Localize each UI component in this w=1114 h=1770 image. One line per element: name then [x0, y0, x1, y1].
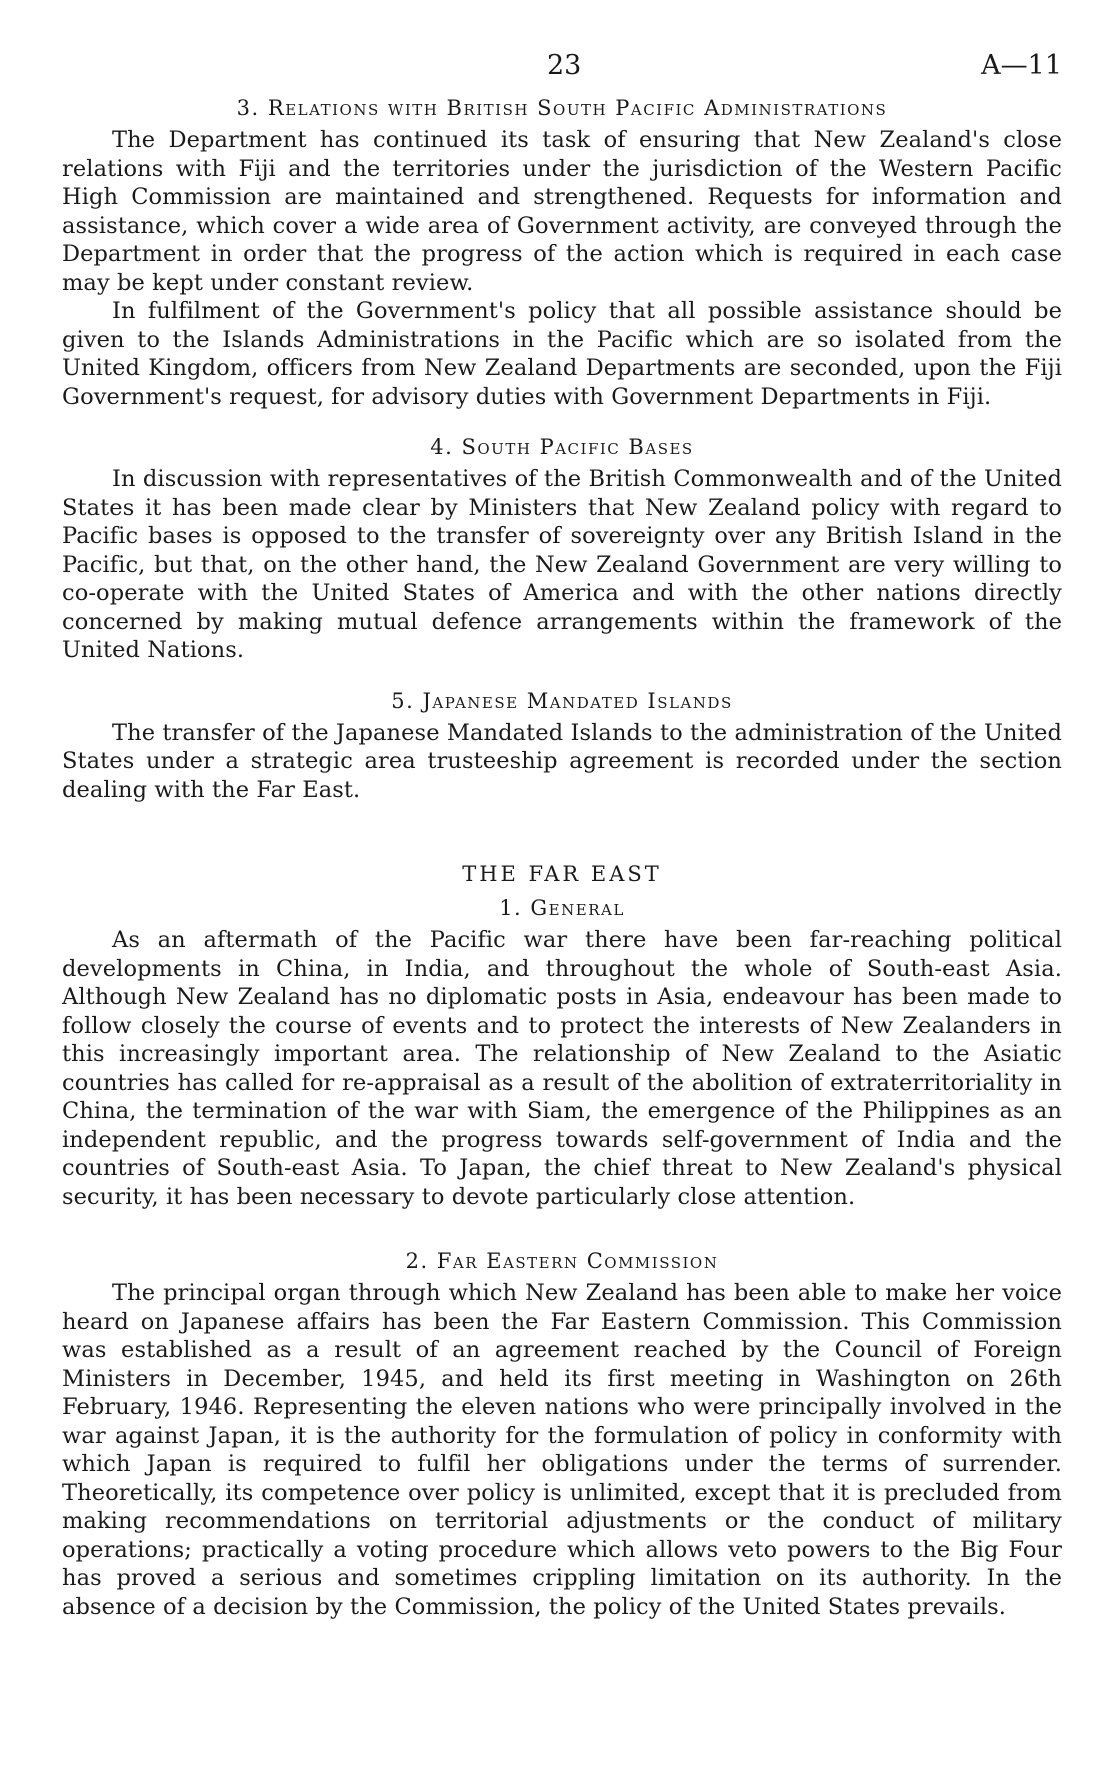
page-reference: A—11 [981, 50, 1062, 81]
major-heading: THE FAR EAST [462, 862, 662, 886]
paragraph: The transfer of the Japanese Mandated Islands to the administration of the United States under a strategic area trusteeship agreement is recorded under the section dealing with the Far East. [62, 719, 1062, 803]
section-heading: 3. Relations with British South Pacific Administrations [236, 96, 888, 120]
section-heading: 2. Far Eastern Commission [405, 1249, 719, 1273]
section-heading: 5. Japanese Mandated Islands [391, 688, 733, 713]
paragraph: In discussion with representatives of the British Commonwealth and of the United States it has been made clear by Ministers that New Zealand policy with regard to Pacific bases is opposed to the transfer of sovereignty over any British Island in the Pacific, but that, on the other hand, the New Zealand Government are very willing to co-operate with the United States of America and with the other nations directly concerned by making mutual defence arrangements within the framework of the United Nations. [62, 466, 1062, 663]
paragraph: In fulfilment of the Government's policy that all possible assistance should be given to the Islands Administrations in the Pacific which are so isolated from the United Kingdom, officers from New Zealand Departments are seconded, upon the Fiji Government's request, for advisory duties with Government Departments in Fiji. [62, 298, 1062, 410]
paragraph: The principal organ through which New Zealand has been able to make her voice heard on Japanese affairs has been the Far Eastern Commission. This Commission was established as a result of an agreement reached by the Council of Foreign Ministers in December, 1945, and held its first meeting in Washington on 26th February, 1946. Representing the eleven nations who were principally involved in the war against Japan, it is the authority for the formulation of policy in conformity with which Japan is required to fulfil her obligations under the terms of surrender. Theoretically, its competence over policy is unlimited, except that it is precluded from making recommendations on territorial adjustments or the conduct of military operations; practically a voting procedure which allows veto powers to the Big Four has proved a serious and sometimes crippling limitation on its authority. In the absence of a decision by the Commission, the policy of the United States prevails. [62, 1280, 1062, 1620]
section-heading: 4. South Pacific Bases [430, 435, 694, 459]
paragraph: The Department has continued its task of ensuring that New Zealand's close relations with Fiji and the territories under the jurisdiction of the Western Pacific High Commission are maintained and strengthened. Requests for information and assistance, which cover a wide area of Government activity, are conveyed through the Department in order that the progress of the action which is required in each case may be kept under constant review. [62, 127, 1062, 296]
section-relations [62, 94, 1062, 411]
section-general [62, 894, 1062, 1211]
section-far-eastern-commission [62, 1247, 1062, 1621]
page-number: 23 [547, 50, 582, 81]
page-header [62, 50, 1062, 94]
section-japanese-mandated-islands [62, 687, 1062, 805]
section-heading: 1. General [499, 896, 625, 920]
section-south-pacific-bases [62, 433, 1062, 665]
document-page [62, 50, 1062, 1621]
far-east-part [62, 860, 1062, 1621]
paragraph: As an aftermath of the Pacific war there have been far-reaching political developments in China, in India, and throughout the whole of South-east Asia. Although New Zealand has no diplomatic posts in Asia, endeavour has been made to follow closely the course of events and to protect the interests of New Zealanders in this increasingly important area. The relationship of New Zealand to the Asiatic countries has called for re-appraisal as a result of the abolition of extraterritoriality in China, the termination of the war with Siam, the emergence of the Philippines as an independent republic, and the progress towards self-government of India and the countries of South-east Asia. To Japan, the chief threat to New Zealand's physical security, it has been necessary to devote particularly close attention. [62, 927, 1062, 1210]
